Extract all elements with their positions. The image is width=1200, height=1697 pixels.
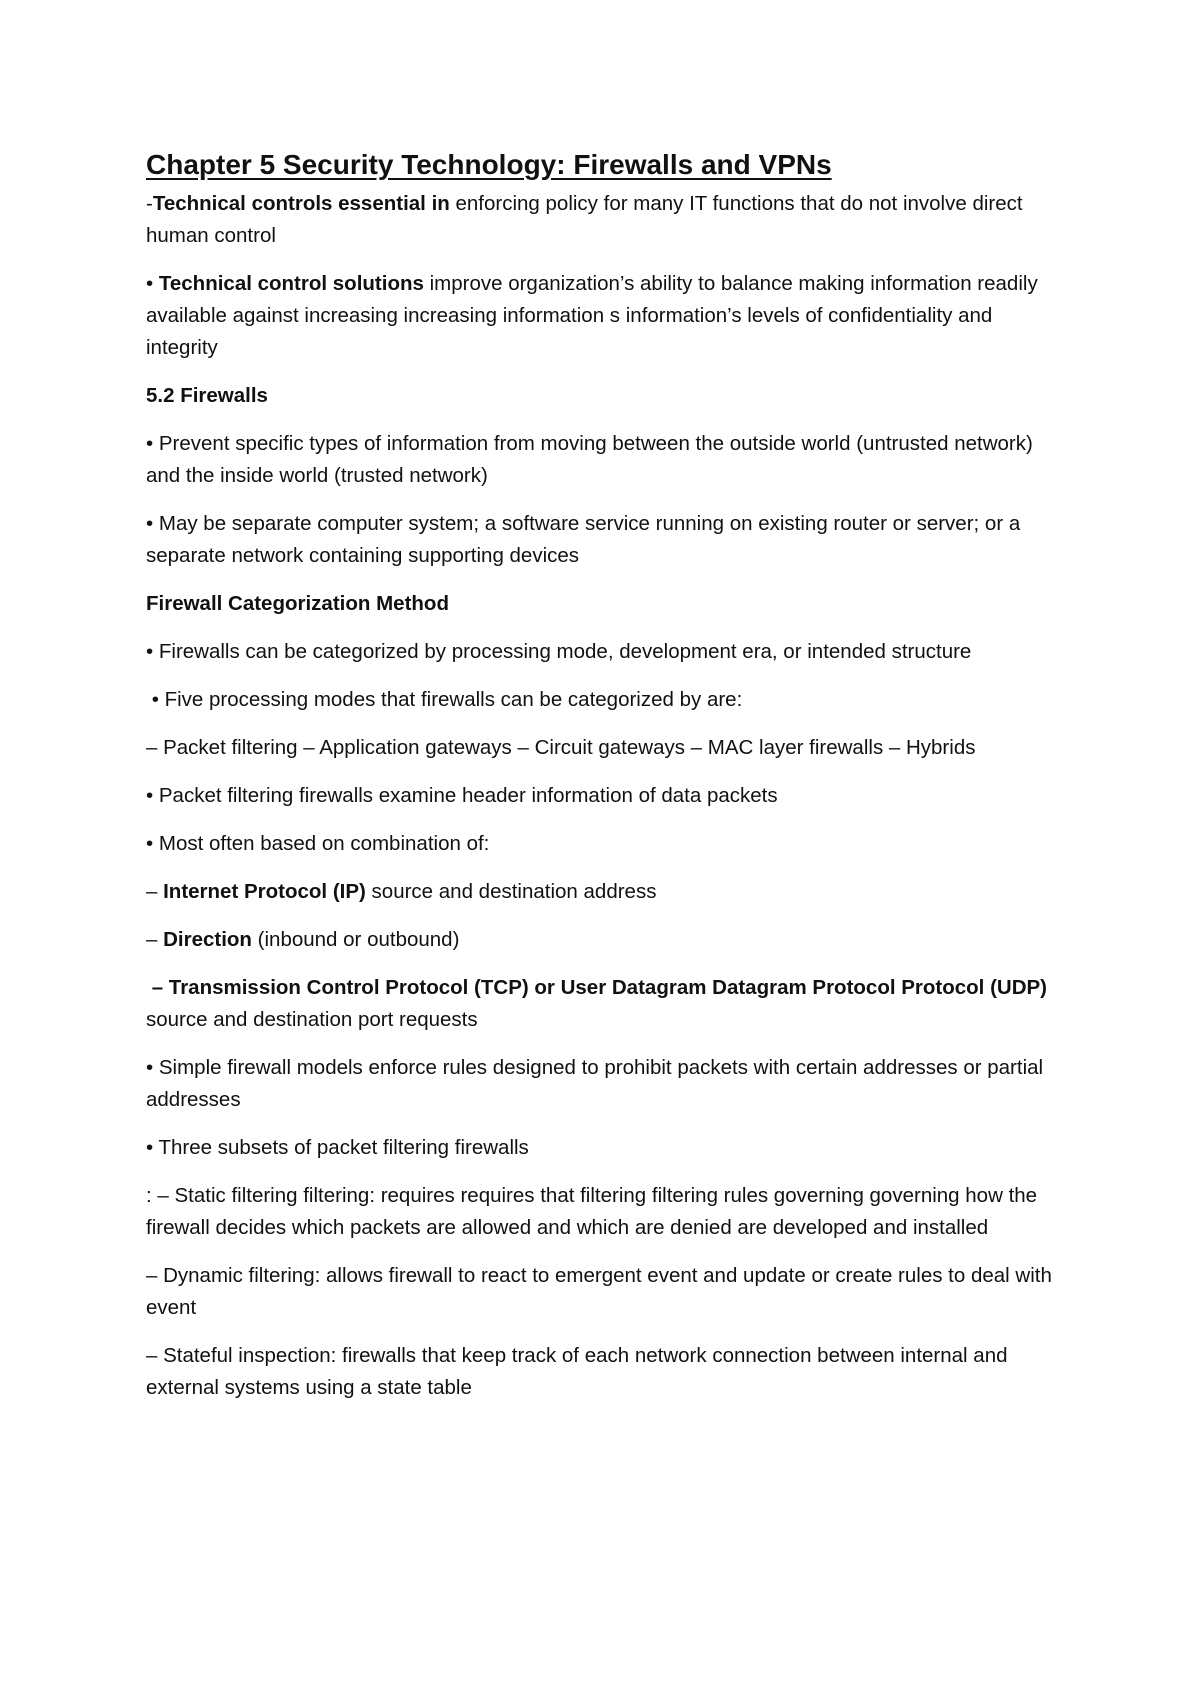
- paragraph-technical-controls: [146, 188, 1066, 252]
- paragraph-separate-system: • May be separate computer system; a software service running on existing router or server; or a separate network containing supporting devices: [146, 512, 1021, 567]
- paragraph-direction: [146, 924, 1066, 956]
- paragraph-text: enforcing policy for many IT functions that do not involve direct human control: [146, 192, 1023, 247]
- bold-term: Technical controls essential in: [152, 192, 450, 215]
- paragraph-text: improve organization’s ability to balance making information readily available against increasing increasing information s information’s levels of confidentiality and integrity: [146, 272, 1038, 359]
- document-page: [146, 148, 1066, 1420]
- paragraph-mode-list: – Packet filtering – Application gateways – Circuit gateways – MAC layer firewalls – Hybrids: [146, 736, 976, 759]
- paragraph-text: (inbound or outbound): [251, 928, 460, 951]
- paragraph-dynamic-filtering: – Dynamic filtering: allows firewall to react to emergent event and update or create rules to deal with event: [146, 1264, 1052, 1319]
- paragraph-combination: • Most often based on combination of:: [146, 832, 490, 855]
- section-heading-categorization: Firewall Categorization Method: [146, 592, 449, 615]
- paragraph-packet-filtering: • Packet filtering firewalls examine header information of data packets: [146, 784, 778, 807]
- bold-term: – Transmission Control Protocol (TCP) or User Datagram Datagram Protocol Protocol (UDP): [146, 976, 1048, 999]
- paragraph-text: source and destination port requests: [146, 1008, 478, 1031]
- paragraph-five-modes: • Five processing modes that firewalls can be categorized by are:: [146, 688, 743, 711]
- bold-term: Internet Protocol (IP): [163, 880, 366, 903]
- chapter-title: Chapter 5 Security Technology: Firewalls and VPNs: [146, 149, 832, 180]
- paragraph-control-solutions: [146, 268, 1066, 364]
- bold-term: Direction: [163, 928, 252, 951]
- paragraph-ip: [146, 876, 1066, 908]
- paragraph-stateful-inspection: – Stateful inspection: firewalls that keep track of each network connection between internal and external systems using a state table: [146, 1344, 1008, 1399]
- paragraph-three-subsets: • Three subsets of packet filtering firewalls: [146, 1136, 529, 1159]
- paragraph-prefix: –: [146, 928, 164, 951]
- paragraph-prefix: •: [146, 272, 159, 295]
- paragraph-categorized: • Firewalls can be categorized by processing mode, development era, or intended structure: [146, 640, 972, 663]
- paragraph-text: source and destination address: [365, 880, 657, 903]
- paragraph-tcp-udp: [146, 972, 1066, 1036]
- paragraph-simple-models: • Simple firewall models enforce rules designed to prohibit packets with certain addresses or partial addresses: [146, 1056, 1044, 1111]
- paragraph-prefix: –: [146, 880, 164, 903]
- bold-term: Technical control solutions: [158, 272, 424, 295]
- paragraph-prevent: • Prevent specific types of information from moving between the outside world (untrusted network) and the inside world (trusted network): [146, 432, 1033, 487]
- paragraph-prefix: -: [146, 192, 153, 215]
- paragraph-static-filtering: : – Static filtering filtering: requires requires that filtering filtering rules governing governing how the firewall decides which packets are allowed and which are denied are developed and installed: [146, 1184, 1038, 1239]
- section-heading-firewalls: 5.2 Firewalls: [146, 384, 268, 407]
